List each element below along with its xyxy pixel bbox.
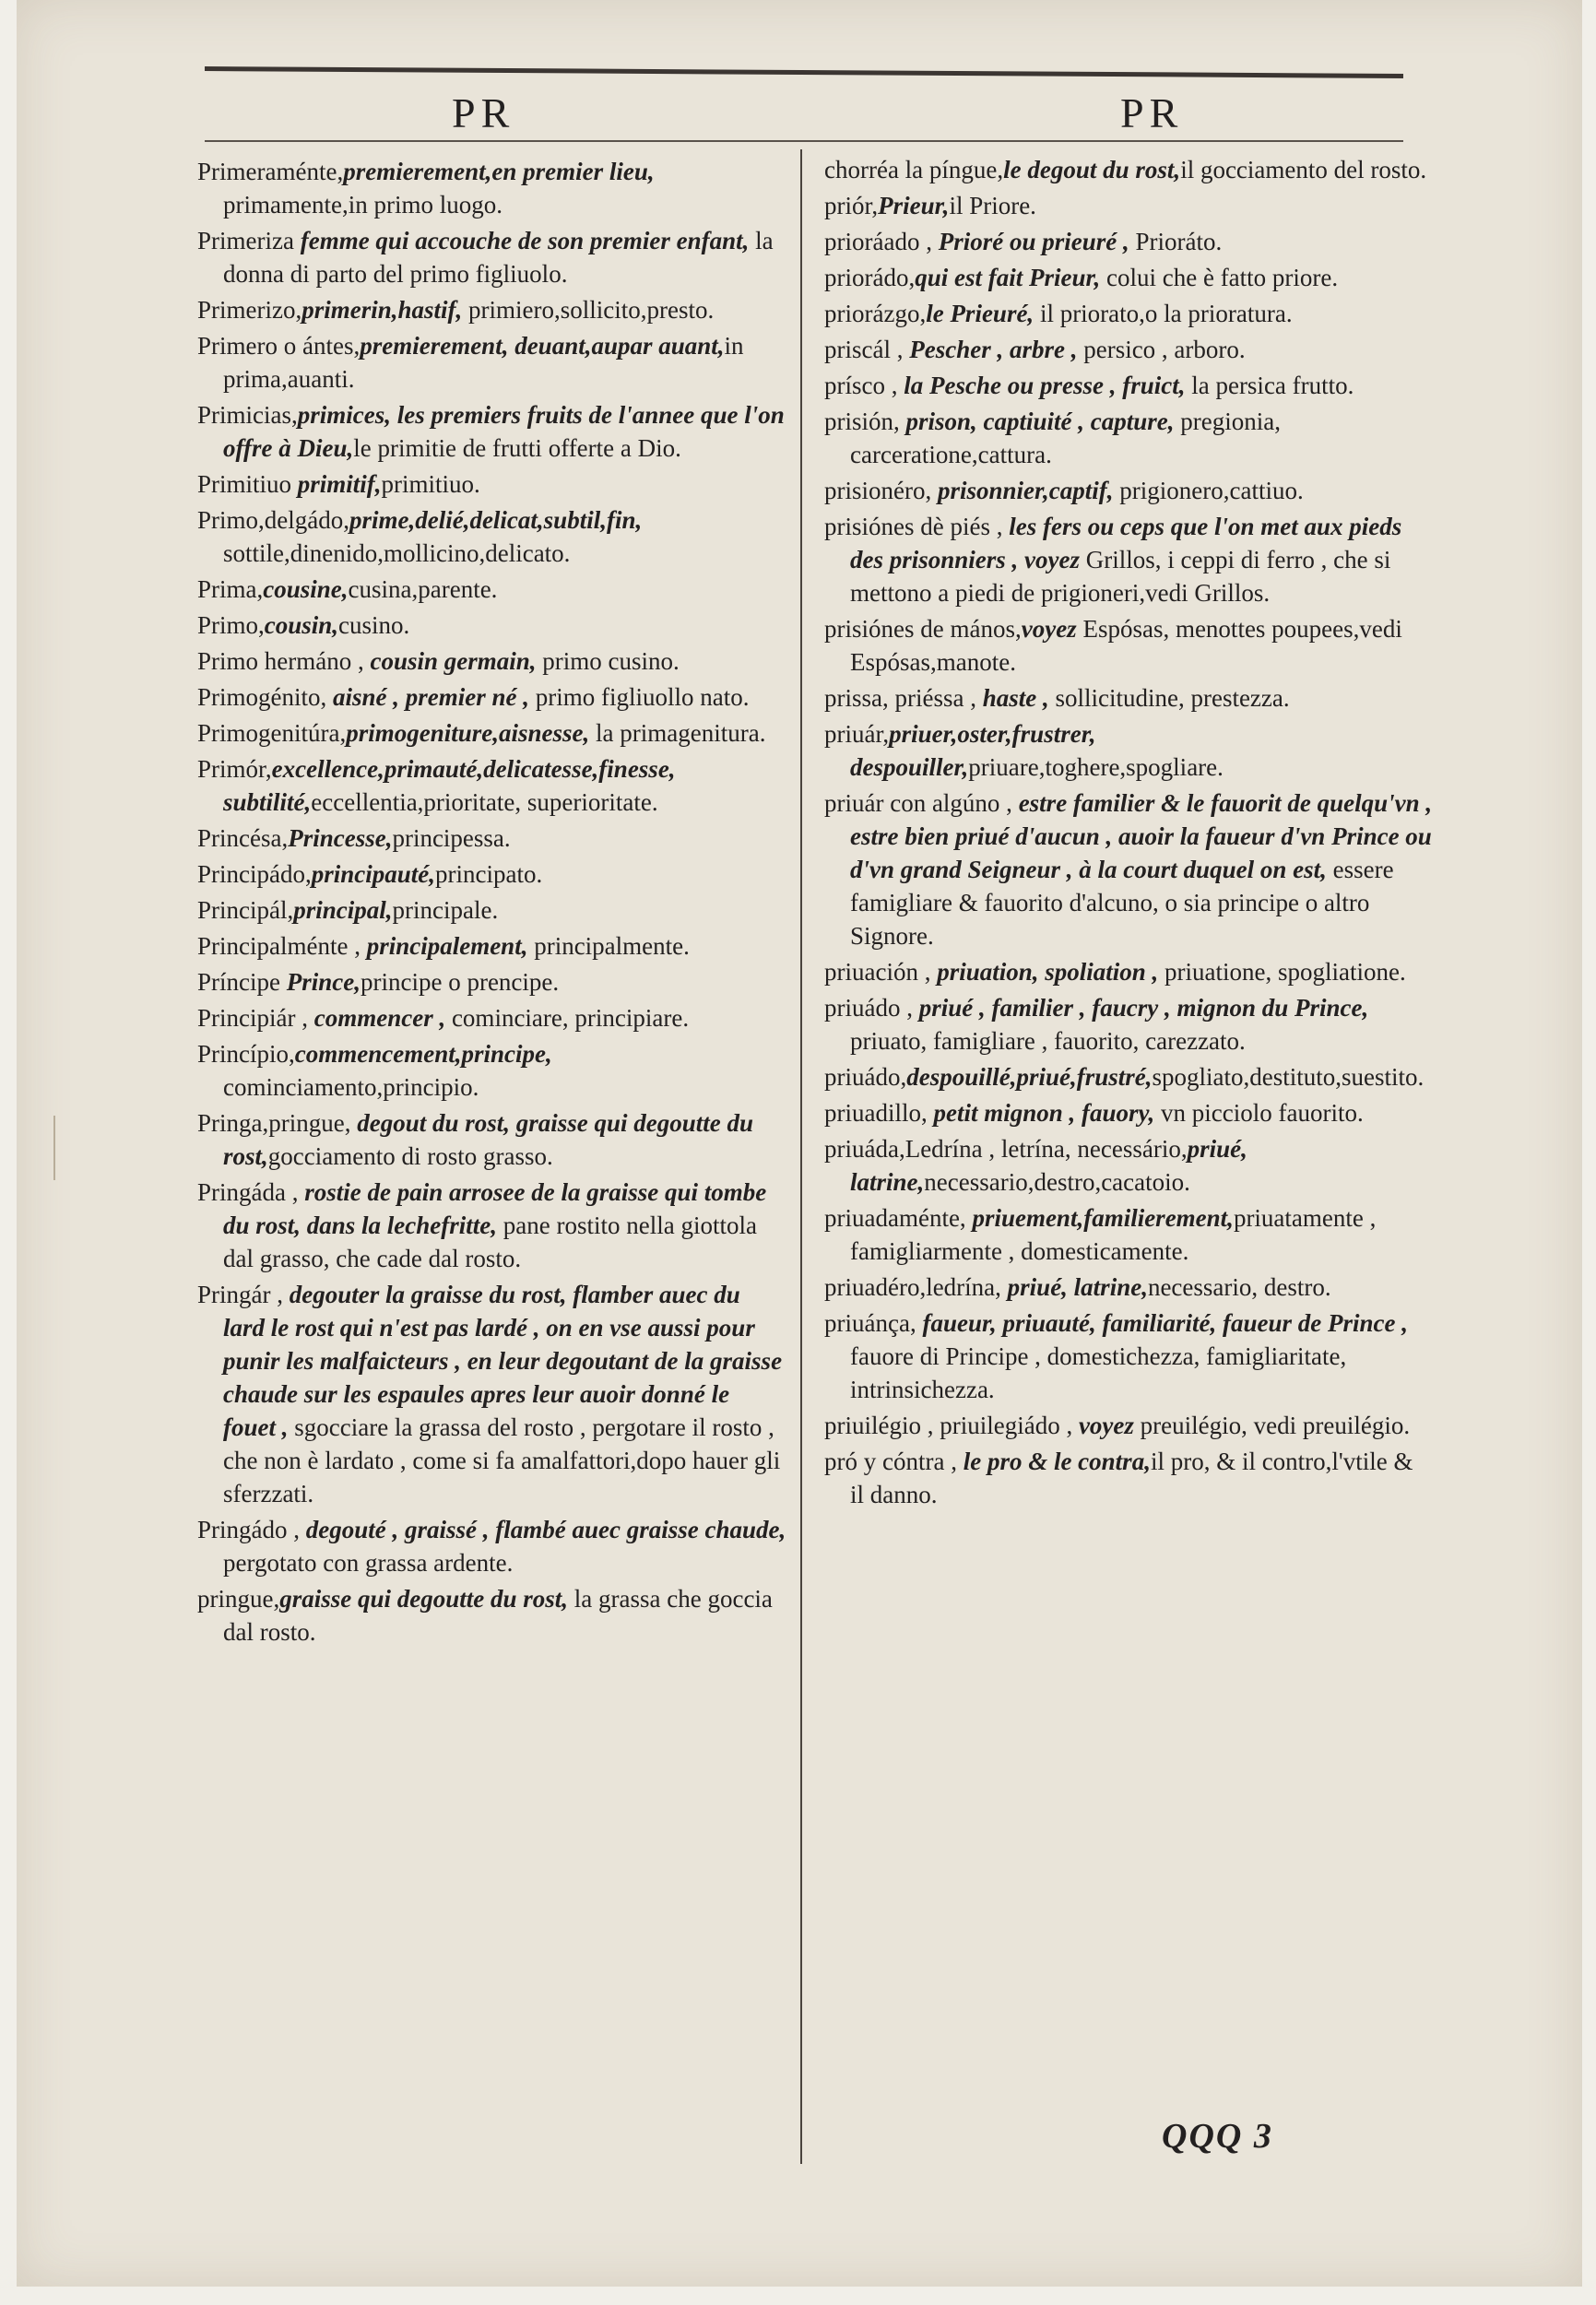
- entry-italian: priuato, famigliare , fauorito, carezzato.: [850, 1027, 1246, 1055]
- entry-italian: primo figliuollo nato.: [529, 683, 750, 711]
- entry-french: prisonnier,captif,: [937, 477, 1114, 504]
- entry-french: Princesse,: [288, 824, 393, 852]
- entry-headword: priuádo,: [824, 1063, 907, 1091]
- entry-italian: vn picciolo fauorito.: [1154, 1099, 1364, 1127]
- dictionary-entry: [197, 155, 787, 221]
- entry-french: commencer ,: [313, 1004, 446, 1032]
- dictionary-entry: [824, 1409, 1433, 1442]
- catchword: QQQ 3: [1162, 2117, 1273, 2156]
- dictionary-entry: [197, 716, 787, 750]
- entry-french: prison, captiuité , capture,: [905, 408, 1175, 435]
- entry-headword: Primerizo,: [197, 296, 302, 324]
- entry-french: Prieur,: [878, 192, 950, 219]
- entry-headword: Principalménte ,: [197, 932, 367, 960]
- dictionary-entry: [197, 1513, 787, 1579]
- dictionary-entry: [824, 474, 1433, 507]
- entry-french: degouté , graissé , flambé auec graisse chaude,: [305, 1516, 786, 1543]
- entry-italian: primitiuo.: [381, 470, 480, 498]
- entry-italian: cusina,parente.: [348, 575, 498, 603]
- entry-french: le pro & le contra,: [963, 1448, 1151, 1475]
- entry-italian: principe o prencipe.: [360, 968, 560, 996]
- entry-headword: priuadillo,: [824, 1099, 934, 1127]
- entry-french: priué , familier , faucry , mignon du Prince,: [918, 994, 1369, 1022]
- entry-italian: eccellentia,prioritate, superioritate.: [311, 788, 658, 816]
- entry-headword: Primeriza: [197, 227, 301, 254]
- dictionary-entry: [197, 1106, 787, 1173]
- dictionary-entry: [197, 329, 787, 396]
- entry-italian: Grillos, i ceppi di ferro , che si mettono a piedi de prigioneri,vedi Grillos.: [850, 546, 1391, 607]
- entry-french: principal,: [293, 896, 393, 924]
- entry-french: prime,delié,delicat,subtil,fin,: [349, 506, 643, 534]
- entry-french: faueur, priuauté, familiarité, faueur de Prince ,: [922, 1309, 1408, 1337]
- entry-headword: priscál ,: [824, 336, 910, 363]
- entry-italian: principale.: [392, 896, 499, 924]
- dictionary-entry: [197, 929, 787, 963]
- entry-french: primitif,: [297, 470, 382, 498]
- entry-italian: essere famigliare & fauorito d'alcuno, o sia principe o altro Signore.: [850, 856, 1394, 950]
- running-header-left: PR: [452, 89, 515, 136]
- entry-french: principalement,: [366, 932, 528, 960]
- entry-headword: priuadaménte,: [824, 1204, 973, 1232]
- entry-french: les fers ou ceps que l'on met aux pieds des prisonniers , voyez: [850, 513, 1402, 573]
- entry-french: cousin,: [264, 611, 339, 639]
- entry-headword: priorádo,: [824, 264, 916, 291]
- entry-headword: prissa, priéssa ,: [824, 684, 983, 712]
- entry-italian: priuatione, spogliatione.: [1158, 958, 1406, 986]
- dictionary-entry: [197, 293, 787, 326]
- entry-french: premierement,en premier lieu,: [343, 158, 655, 185]
- entry-headword: Pringa,pringue,: [197, 1109, 358, 1137]
- entry-italian: pregionia, carceratione,cattura.: [850, 408, 1281, 468]
- entry-headword: prioráado ,: [824, 228, 939, 255]
- entry-italian: cominciare, principiare.: [445, 1004, 690, 1032]
- entry-french: petit mignon , fauory,: [933, 1099, 1155, 1127]
- dictionary-entry: [197, 503, 787, 570]
- entry-french: voyez: [1078, 1412, 1134, 1439]
- dictionary-entry: [824, 1201, 1433, 1268]
- entry-french: primices, les premiers fruits de l'annee que l'on offre à Dieu,: [223, 401, 785, 462]
- entry-french: degout du rost, graisse qui degoutte du rost,: [223, 1109, 754, 1170]
- entry-headword: Primogenitúra,: [197, 719, 347, 747]
- entry-french: graisse qui degoutte du rost,: [279, 1585, 569, 1613]
- entry-headword: pró y cóntra ,: [824, 1448, 964, 1475]
- entry-french: rostie de pain arrosee de la graisse qui tombe du rost, dans la lechefritte,: [223, 1178, 767, 1239]
- entry-french: qui est fait Prieur,: [915, 264, 1101, 291]
- entry-headword: priór,: [824, 192, 879, 219]
- dictionary-entry: [197, 609, 787, 642]
- entry-italian: necessario,destro,cacatoio.: [924, 1168, 1190, 1196]
- dictionary-entry: [824, 786, 1433, 952]
- entry-french: primerin,hastif,: [301, 296, 463, 324]
- dictionary-entry: [197, 573, 787, 606]
- entry-french: degouter la graisse du rost, flamber auec du lard le rost qui n'est pas lardé , on en vse aussi pour punir les malfaicteurs , en leur degoutant de la graisse chaude sur les espaules apres leur auoir donné le fouet ,: [223, 1281, 783, 1441]
- entry-italian: sgocciare la grassa del rosto , pergotare il rosto , che non è lardato , come si fa amalfattori,dopo hauer gli sferzzati.: [223, 1413, 781, 1507]
- dictionary-entry: [197, 752, 787, 819]
- entry-italian: Prioráto.: [1129, 228, 1223, 255]
- entry-headword: prisión,: [824, 408, 906, 435]
- entry-italian: primiero,sollicito,presto.: [462, 296, 715, 324]
- entry-headword: prisionéro,: [824, 477, 938, 504]
- entry-headword: priuáda,Ledrína , letrína, necessário,: [824, 1135, 1188, 1163]
- entry-headword: Prima,: [197, 575, 264, 603]
- entry-french: aisné , premier né ,: [333, 683, 529, 711]
- entry-headword: priuár con algúno ,: [824, 789, 1019, 817]
- entry-french: haste ,: [982, 684, 1049, 712]
- dictionary-entry: [824, 955, 1433, 988]
- dictionary-entry: [197, 680, 787, 714]
- dictionary-entry: [824, 991, 1433, 1058]
- dictionary-entry: [824, 225, 1433, 258]
- entry-italian: spogliato,destituto,suestito.: [1152, 1063, 1425, 1091]
- entry-headword: priuación ,: [824, 958, 938, 986]
- dictionary-entry: [824, 612, 1433, 679]
- entry-italian: la donna di parto del primo figliuolo.: [223, 227, 774, 288]
- entry-headword: Princípio,: [197, 1040, 295, 1068]
- entry-headword: prisiónes de mános,: [824, 615, 1022, 643]
- dictionary-entry: [197, 965, 787, 999]
- entry-italian: principessa.: [392, 824, 511, 852]
- entry-headword: Primitiuo: [197, 470, 298, 498]
- dictionary-entry: [824, 717, 1433, 784]
- dictionary-entry: [824, 297, 1433, 330]
- entry-french: premierement, deuant,aupar auant,: [360, 332, 725, 360]
- entry-headword: Primo,: [197, 611, 265, 639]
- dictionary-entry: [197, 398, 787, 465]
- entry-italian: cusino.: [338, 611, 410, 639]
- entry-italian: preuilégio, vedi preuilégio.: [1133, 1412, 1411, 1439]
- dictionary-entry: [197, 1176, 787, 1275]
- entry-italian: la grassa che goccia dal rosto.: [223, 1585, 773, 1646]
- dictionary-entry: [824, 333, 1433, 366]
- dictionary-entry: [824, 153, 1433, 186]
- entry-french: despouillé,priué,frustré,: [906, 1063, 1153, 1091]
- entry-italian: cominciamento,principio.: [223, 1073, 479, 1101]
- dictionary-entry: [824, 1096, 1433, 1129]
- entry-italian: la primagenitura.: [589, 719, 766, 747]
- entry-headword: prísco ,: [824, 372, 904, 399]
- entry-italian: la persica frutto.: [1185, 372, 1354, 399]
- dictionary-entry: [824, 1060, 1433, 1093]
- entry-headword: priuár,: [824, 720, 890, 748]
- entry-headword: chorréa la píngue,: [824, 156, 1004, 183]
- entry-headword: Primo,delgádo,: [197, 506, 349, 534]
- entry-headword: Primór,: [197, 755, 272, 783]
- entry-headword: Príncipe: [197, 968, 287, 996]
- entry-italian: il pro, & il contro,l'vtile & il danno.: [850, 1448, 1413, 1508]
- entry-italian: persico , arboro.: [1077, 336, 1246, 363]
- entry-italian: pane rostito nella giottola dal grasso, che cade dal rosto.: [223, 1212, 757, 1272]
- entry-italian: colui che è fatto priore.: [1100, 264, 1339, 291]
- entry-italian: in prima,auanti.: [223, 332, 744, 393]
- entry-french: Pescher , arbre ,: [909, 336, 1078, 363]
- entry-italian: sollicitudine, prestezza.: [1048, 684, 1290, 712]
- entry-headword: pringue,: [197, 1585, 280, 1613]
- entry-italian: primamente,in primo luogo.: [223, 191, 502, 219]
- entry-headword: Primogénito,: [197, 683, 333, 711]
- dictionary-entry: [824, 681, 1433, 715]
- running-header-right: PR: [1120, 89, 1184, 136]
- right-column: [824, 153, 1433, 1514]
- entry-french: femme qui accouche de son premier enfant,: [300, 227, 750, 254]
- entry-french: le degout du rost,: [1003, 156, 1181, 183]
- entry-headword: priuánça,: [824, 1309, 923, 1337]
- entry-french: priué, latrine,: [850, 1135, 1247, 1196]
- dictionary-entry: [197, 1001, 787, 1034]
- entry-headword: Primero o ántes,: [197, 332, 361, 360]
- entry-italian: il gocciamento del rosto.: [1180, 156, 1427, 183]
- dictionary-entry: [824, 369, 1433, 402]
- entry-french: commencement,principe,: [294, 1040, 552, 1068]
- entry-french: Prioré ou prieuré ,: [938, 228, 1129, 255]
- entry-headword: Primo hermáno ,: [197, 647, 371, 675]
- entry-headword: Principál,: [197, 896, 294, 924]
- entry-french: priuation, spoliation ,: [937, 958, 1159, 986]
- entry-french: cousin germain,: [370, 647, 537, 675]
- entry-headword: priuilégio , priuilegiádo ,: [824, 1412, 1079, 1439]
- entry-french: primogeniture,aisnesse,: [346, 719, 590, 747]
- entry-headword: Primeraménte,: [197, 158, 344, 185]
- dictionary-entry: [824, 1132, 1433, 1199]
- dictionary-entry: [197, 467, 787, 501]
- entry-headword: Principiár ,: [197, 1004, 314, 1032]
- entry-french: estre familier & le fauorit de quelqu'vn , estre bien priué d'aucun , auoir la faueur d'vn Prince ou d'vn grand Seigneur , à la court duquel on est,: [850, 789, 1433, 883]
- column-divider: [800, 149, 802, 2164]
- dictionary-entry: [197, 1037, 787, 1104]
- entry-french: priuement,familierement,: [972, 1204, 1234, 1232]
- dictionary-entry: [197, 822, 787, 855]
- entry-italian: le primitie de frutti offerte a Dio.: [353, 434, 681, 462]
- entry-italian: prigionero,cattiuo.: [1113, 477, 1304, 504]
- entry-italian: Espósas, menottes poupees,vedi Espósas,manote.: [850, 615, 1402, 676]
- entry-italian: il priorato,o la prioratura.: [1034, 300, 1293, 327]
- entry-french: la Pesche ou presse , fruict,: [904, 372, 1186, 399]
- entry-headword: Pringádo ,: [197, 1516, 306, 1543]
- dictionary-entry: [197, 857, 787, 891]
- entry-headword: Princésa,: [197, 824, 289, 852]
- dictionary-entry: [824, 405, 1433, 471]
- dictionary-entry: [197, 893, 787, 927]
- dictionary-entry: [824, 1271, 1433, 1304]
- entry-italian: gocciamento di rosto grasso.: [267, 1142, 553, 1170]
- entry-italian: priuatamente , famigliarmente , domesticamente.: [850, 1204, 1377, 1265]
- dictionary-entry: [824, 1306, 1433, 1406]
- entry-headword: Primicias,: [197, 401, 298, 429]
- dictionary-entry: [824, 189, 1433, 222]
- entry-italian: necessario, destro.: [1147, 1273, 1331, 1301]
- entry-italian: fauore di Principe , domestichezza, famigliaritate, intrinsichezza.: [850, 1342, 1347, 1403]
- left-column: [197, 155, 787, 1651]
- entry-french: excellence,primauté,delicatesse,finesse, subtilité,: [223, 755, 676, 816]
- entry-italian: principalmente.: [527, 932, 690, 960]
- entry-headword: priuadéro,ledrína,: [824, 1273, 1008, 1301]
- entry-headword: prisiónes dè piés ,: [824, 513, 1010, 540]
- dictionary-entry: [824, 261, 1433, 294]
- entry-italian: priuare,toghere,spogliare.: [968, 753, 1224, 781]
- entry-french: priuer,oster,frustrer, despouiller,: [850, 720, 1096, 781]
- entry-french: priué, latrine,: [1007, 1273, 1148, 1301]
- header-rule: [205, 140, 1403, 142]
- entry-headword: Pringár ,: [197, 1281, 290, 1308]
- page-edge-mark: [53, 1116, 55, 1180]
- entry-french: principauté,: [311, 860, 435, 888]
- dictionary-entry: [197, 224, 787, 290]
- entry-headword: priorázgo,: [824, 300, 927, 327]
- entry-headword: Pringáda ,: [197, 1178, 305, 1206]
- dictionary-entry: [197, 644, 787, 678]
- dictionary-entry: [824, 510, 1433, 609]
- entry-headword: priuádo ,: [824, 994, 919, 1022]
- entry-french: le Prieuré,: [926, 300, 1034, 327]
- dictionary-entry: [197, 1582, 787, 1649]
- entry-italian: principato.: [435, 860, 543, 888]
- entry-italian: primo cusino.: [536, 647, 680, 675]
- entry-french: cousine,: [263, 575, 349, 603]
- entry-french: Prince,: [286, 968, 361, 996]
- entry-headword: Principádo,: [197, 860, 312, 888]
- entry-french: voyez: [1021, 615, 1077, 643]
- entry-italian: sottile,dinenido,mollicino,delicato.: [223, 539, 571, 567]
- dictionary-entry: [824, 1445, 1433, 1511]
- entry-italian: il Priore.: [949, 192, 1036, 219]
- dictionary-entry: [197, 1278, 787, 1510]
- entry-italian: pergotato con grassa ardente.: [223, 1549, 514, 1577]
